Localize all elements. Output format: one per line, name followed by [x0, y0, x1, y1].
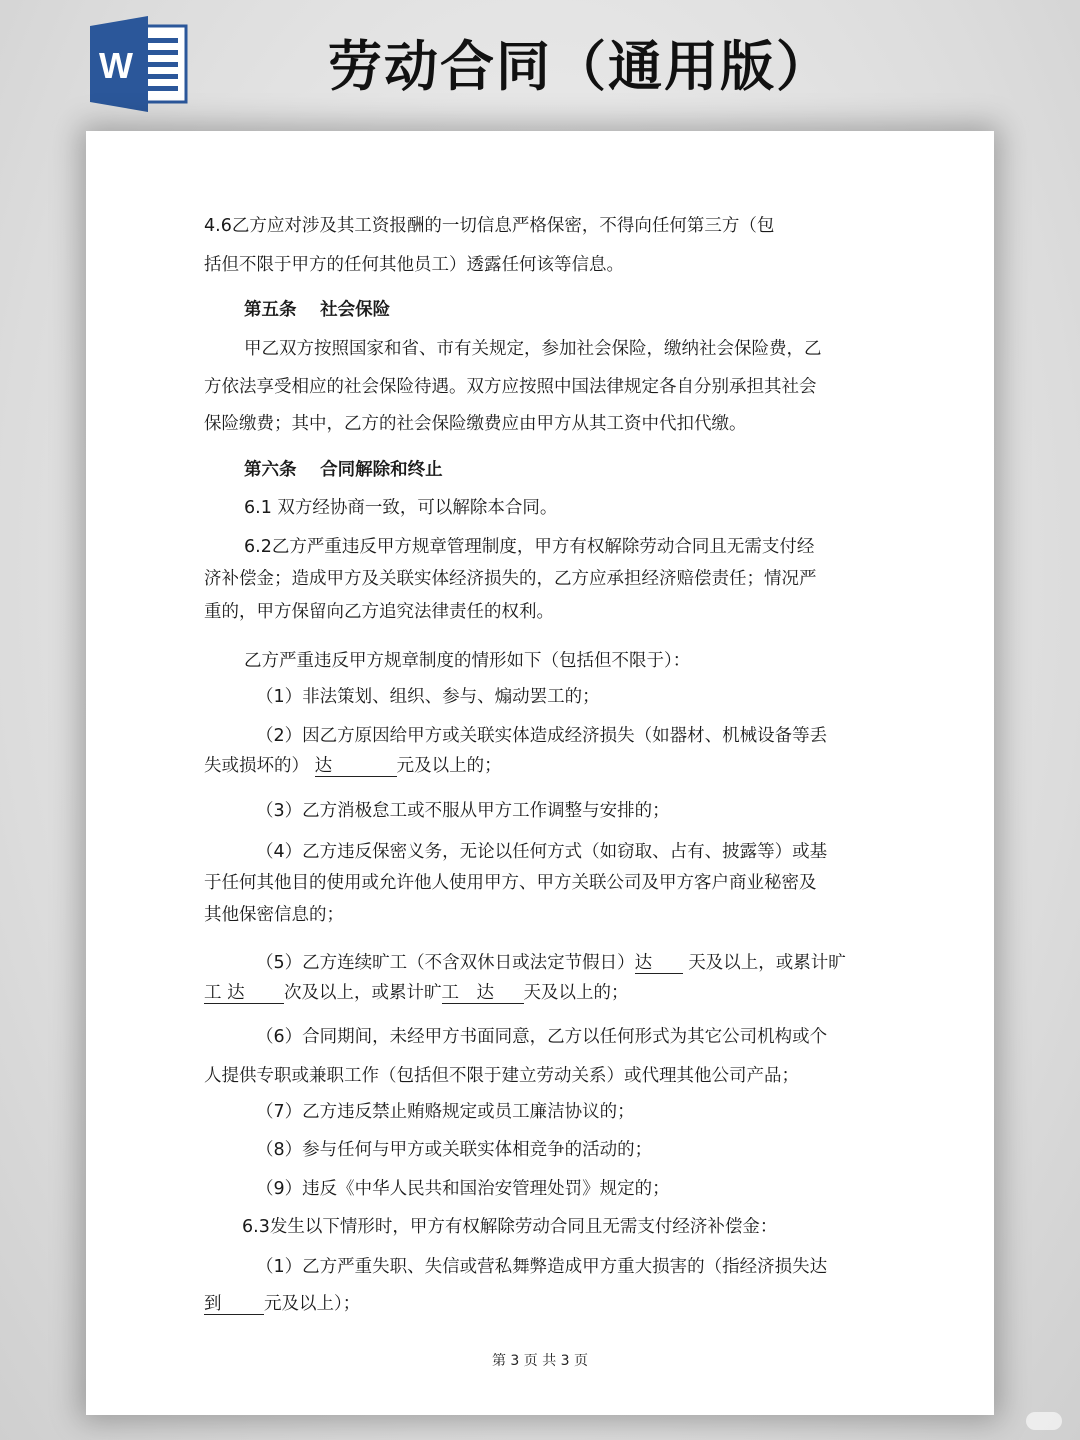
violation-item-5-text-b: 天及以上，或累计旷	[688, 953, 846, 973]
clause-6-2-line2: 济补偿金；造成甲方及关联实体经济损失的，乙方应承担经济赔偿责任；情况严	[204, 569, 817, 589]
violation-item-4-line3: 其他保密信息的；	[204, 905, 344, 925]
page-title: 劳动合同（通用版）	[328, 35, 832, 98]
violation-item-3: （3）乙方消极怠工或不服从甲方工作调整与安排的；	[256, 801, 670, 821]
cumulative-days-blank: 工 达	[442, 983, 524, 1004]
article-5-line3: 保险缴费；其中，乙方的社会保险缴费应由甲方从其工资中代扣代缴。	[204, 414, 747, 434]
violation-item-4-line1: （4）乙方违反保密义务，无论以任何方式（如窃取、占有、披露等）或基	[256, 842, 828, 862]
word-icon-letter: W	[99, 45, 133, 86]
violation-item-2-text-b: 元及以上的；	[396, 756, 502, 776]
violation-item-2-text-a: 失或损坏的）	[204, 756, 309, 776]
clause-4-6-line1: 4.6乙方应对涉及其工资报酬的一切信息严格保密，不得向任何第三方（包	[204, 216, 775, 236]
article-5-heading: 第五条 社会保险	[244, 300, 391, 320]
article-5-line2: 方依法享受相应的社会保险待遇。双方应按照中国法律规定各自分别承担其社会	[204, 377, 817, 397]
clause-6-2-line1: 6.2乙方严重违反甲方规章管理制度，甲方有权解除劳动合同且无需支付经	[244, 537, 815, 557]
violation-item-6-line2: 人提供专职或兼职工作（包括但不限于建立劳动关系）或代理其他公司产品；	[204, 1066, 799, 1086]
clause-6-3-item-1-line1: （1）乙方严重失职、失信或营私舞弊造成甲方重大损害的（指经济损失达	[256, 1257, 828, 1277]
clause-6-3-item-1-line2	[204, 1292, 874, 1316]
violation-item-4-line2: 于任何其他目的使用或允许他人使用甲方、甲方关联公司及甲方客户商业秘密及	[204, 873, 817, 893]
watermark-badge	[1026, 1412, 1062, 1430]
violation-item-6-line1: （6）合同期间，未经甲方书面同意，乙方以任何形式为其它公司机构或个	[256, 1027, 828, 1047]
violation-item-2-line2	[204, 754, 874, 778]
article-5-line1: 甲乙双方按照国家和省、市有关规定，参加社会保险，缴纳社会保险费，乙	[244, 339, 822, 359]
violation-item-2-line1: （2）因乙方原因给甲方或关联实体造成经济损失（如器材、机械设备等丢	[256, 726, 828, 746]
times-blank: 工 达	[204, 983, 284, 1004]
article-6-heading: 第六条 合同解除和终止	[244, 460, 443, 480]
clause-6-2-line3: 重的，甲方保留向乙方追究法律责任的权利。	[204, 602, 554, 622]
violation-item-5-text-c: 次及以上，或累计旷	[284, 983, 442, 1003]
clause-4-6-line2: 括但不限于甲方的任何其他员工）透露任何该等信息。	[204, 255, 624, 275]
clause-6-1: 6.1 双方经协商一致，可以解除本合同。	[244, 498, 558, 518]
violation-item-5-text-a: （5）乙方连续旷工（不含双休日或法定节假日）	[256, 953, 635, 973]
violation-item-9: （9）违反《中华人民共和国治安管理处罚》规定的；	[256, 1179, 670, 1199]
word-document-icon	[90, 16, 190, 112]
violation-item-7: （7）乙方违反禁止贿赂规定或员工廉洁协议的；	[256, 1102, 635, 1122]
clause-6-3: 6.3发生以下情形时，甲方有权解除劳动合同且无需支付经济补偿金：	[242, 1217, 778, 1237]
clause-6-3-item-1-text: 元及以上）；	[264, 1294, 361, 1314]
days-blank: 达	[635, 953, 683, 974]
violation-item-8: （8）参与任何与甲方或关联实体相竞争的活动的；	[256, 1140, 653, 1160]
amount-blank: 达	[315, 756, 397, 777]
page-number: 第 3 页 共 3 页	[491, 1353, 589, 1369]
violation-item-5-text-d: 天及以上的；	[523, 983, 629, 1003]
violation-item-5-line2	[204, 981, 874, 1005]
violations-intro: 乙方严重违反甲方规章制度的情形如下（包括但不限于）：	[244, 651, 691, 671]
violation-item-1: （1）非法策划、组织、参与、煽动罢工的；	[256, 687, 600, 707]
loss-amount-blank: 到	[204, 1294, 264, 1315]
violation-item-5-line1	[256, 951, 926, 975]
